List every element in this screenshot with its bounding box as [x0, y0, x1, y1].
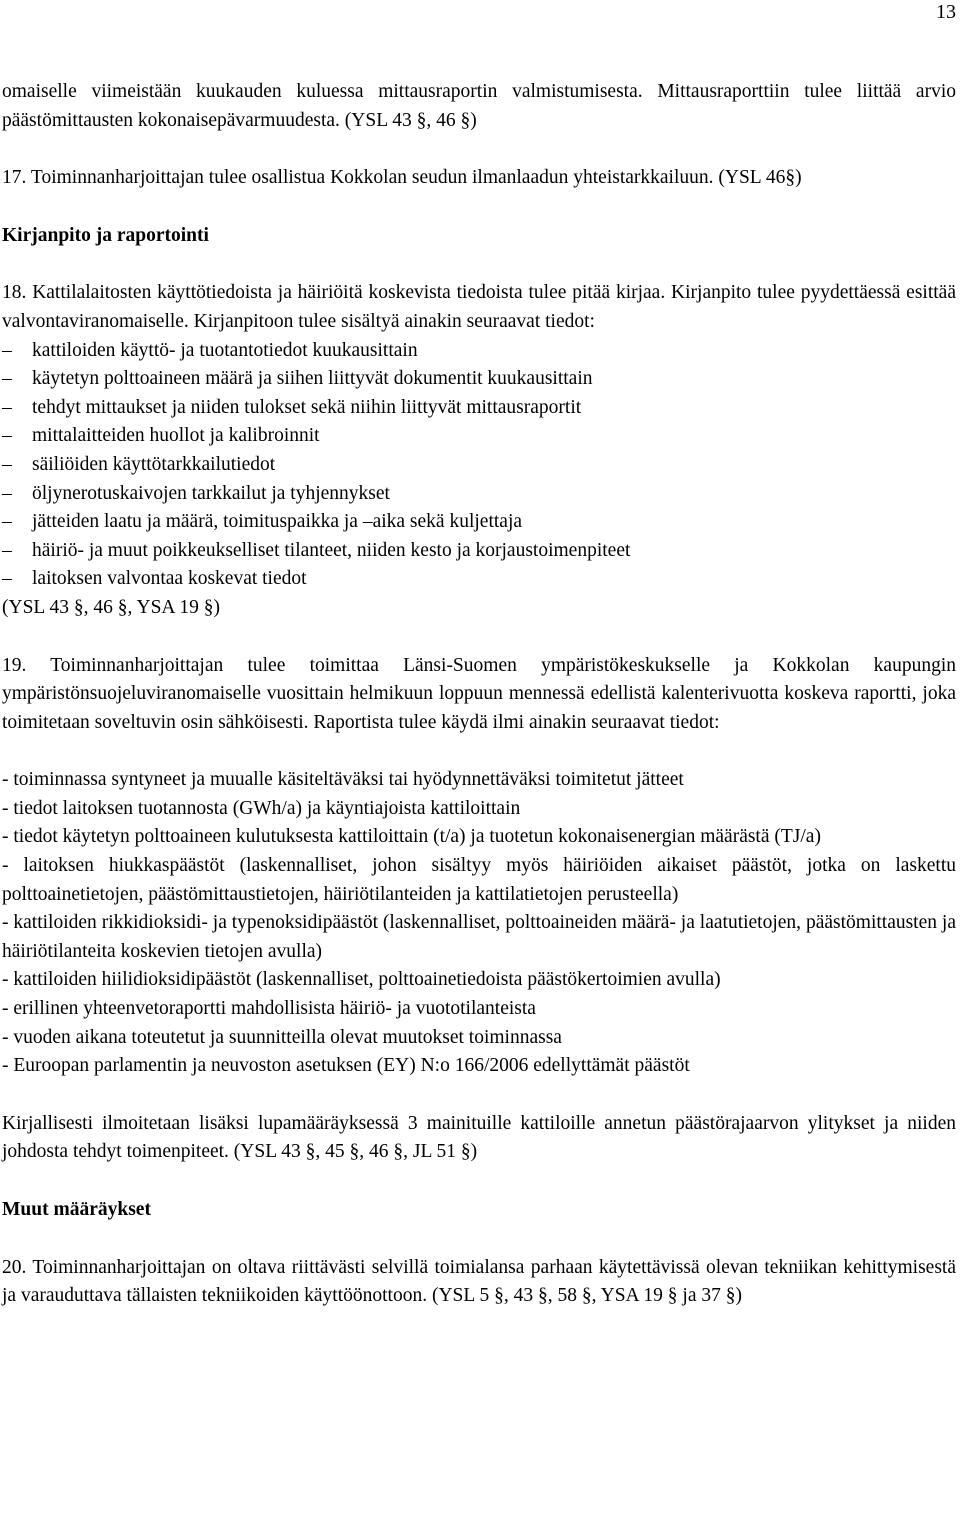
list-item [2, 422, 956, 451]
list-item: - vuoden aikana toteutetut ja suunnitteilla olevat muutokset toiminnassa [2, 1026, 562, 1048]
dash-marker: – [2, 539, 12, 561]
list-item [2, 365, 956, 394]
list-item [2, 394, 956, 423]
paragraph-18: 18. Kattilalaitosten käyttötiedoista ja häiriöitä koskevista tiedoista tulee pitää kirjaa. Kirjanpito tulee pyydettäessä esittää valvontaviranomaiselle. Kirjanpitoon tulee sisältyä ainakin seuraavat tiedot: [2, 282, 956, 332]
paragraph-intro: omaiselle viimeistään kuukauden kuluessa mittausraportin valmistumisesta. Mittausraporttiin tulee liittää arvio päästömittausten kokonaisepävarmuudesta. (YSL 43 §, 46 §) [2, 81, 956, 131]
dash-marker: – [2, 339, 12, 361]
list-item: - kattiloiden hiilidioksidipäästöt (laskennalliset, polttoainetiedoista päästökertoimien avulla) [2, 969, 721, 991]
list-item [2, 508, 956, 537]
section-heading-kirjanpito: Kirjanpito ja raportointi [2, 224, 209, 246]
list-item: - kattiloiden rikkidioksidi- ja typenoksidipäästöt (laskennalliset, polttoaineiden määrä- ja laatutietojen, päästömittausten ja häiriötilanteita koskevien tietojen avulla) [2, 912, 956, 962]
list-item-text: häiriö- ja muut poikkeukselliset tilanteet, niiden kesto ja korjaustoimenpiteet [32, 539, 631, 561]
paragraph-17: 17. Toiminnanharjoittajan tulee osallistua Kokkolan seudun ilmanlaadun yhteistarkkailuun. (YSL 46§) [2, 167, 802, 189]
dash-marker: – [2, 453, 12, 475]
paragraph-20: 20. Toiminnanharjoittajan on oltava riittävästi selvillä toimialansa parhaan käytettävissä olevan tekniikan kehittymisestä ja varauduttava tällaisten tekniikoiden käyttöönottoon. (YSL 5 §, 43 §, 58 §, YSA 19 § ja 37 §) [2, 1256, 956, 1307]
dash-marker: – [2, 568, 12, 590]
list-item [2, 451, 956, 480]
list-item: - toiminnassa syntyneet ja muualle käsiteltäväksi tai hyödynnettäväksi toimitetut jätteet [2, 769, 684, 791]
list-item [2, 337, 956, 366]
dash-marker: – [2, 425, 12, 447]
list-item-text: öljynerotuskaivojen tarkkailut ja tyhjennykset [32, 482, 390, 504]
list-item [2, 480, 956, 509]
dash-marker: – [2, 396, 12, 418]
list-item-text: laitoksen valvontaa koskevat tiedot [32, 568, 307, 590]
page-number: 13 [936, 1, 956, 23]
reference-18: (YSL 43 §, 46 §, YSA 19 §) [2, 596, 220, 618]
list-item [2, 537, 956, 566]
list-item-text: jätteiden laatu ja määrä, toimituspaikka ja –aika sekä kuljettaja [32, 511, 523, 533]
dash-marker: – [2, 482, 12, 504]
list-item-text: säiliöiden käyttötarkkailutiedot [32, 453, 276, 475]
dash-marker: – [2, 368, 12, 390]
list-item-text: tehdyt mittaukset ja niiden tulokset sekä niihin liittyvät mittausraportit [32, 396, 582, 418]
document-body [2, 78, 956, 1311]
list-item [2, 565, 956, 594]
list-19 [2, 766, 956, 1081]
list-item-text: käytetyn polttoaineen määrä ja siihen liittyvät dokumentit kuukausittain [32, 368, 593, 390]
list-item-text: mittalaitteiden huollot ja kalibroinnit [32, 425, 320, 447]
paragraph-19: 19. Toiminnanharjoittajan tulee toimittaa Länsi-Suomen ympäristökeskukselle ja Kokkolan kaupungin ympäristönsuojeluviranomaiselle vuosittain helmikuun loppuun mennessä edellistä kalenterivuotta koskeva raportti, joka toimitetaan soveltuvin osin sähköisesti. Raportista tulee käydä ilmi ainakin seuraavat tiedot: [2, 654, 956, 733]
list-18 [2, 337, 956, 594]
dash-marker: – [2, 511, 12, 533]
list-item: - laitoksen hiukkaspäästöt (laskennalliset, johon sisältyy myös häiriöiden aikaiset päästöt, jotka on laskettu polttoainetietojen, päästömittaustietojen, häiriötilanteiden ja kattilatietojen perusteella) [2, 855, 956, 905]
list-item: - Euroopan parlamentin ja neuvoston asetuksen (EY) N:o 166/2006 edellyttämät päästöt [2, 1055, 690, 1077]
list-item-text: kattiloiden käyttö- ja tuotantotiedot kuukausittain [32, 339, 418, 361]
list-item: - tiedot käytetyn polttoaineen kulutuksesta kattiloittain (t/a) ja tuotetun kokonaisenergian määrästä (TJ/a) [2, 826, 821, 848]
section-heading-muut: Muut määräykset [2, 1199, 151, 1220]
list-item: - tiedot laitoksen tuotannosta (GWh/a) ja käyntiajoista kattiloittain [2, 797, 521, 819]
list-item: - erillinen yhteenvetoraportti mahdollisista häiriö- ja vuototilanteista [2, 998, 536, 1020]
paragraph-ylitykset: Kirjallisesti ilmoitetaan lisäksi lupamääräyksessä 3 mainituille kattiloille annetun päästörajaarvon ylitykset ja niiden johdosta tehdyt toimenpiteet. (YSL 43 §, 45 §, 46 §, JL 51 §) [2, 1112, 956, 1163]
